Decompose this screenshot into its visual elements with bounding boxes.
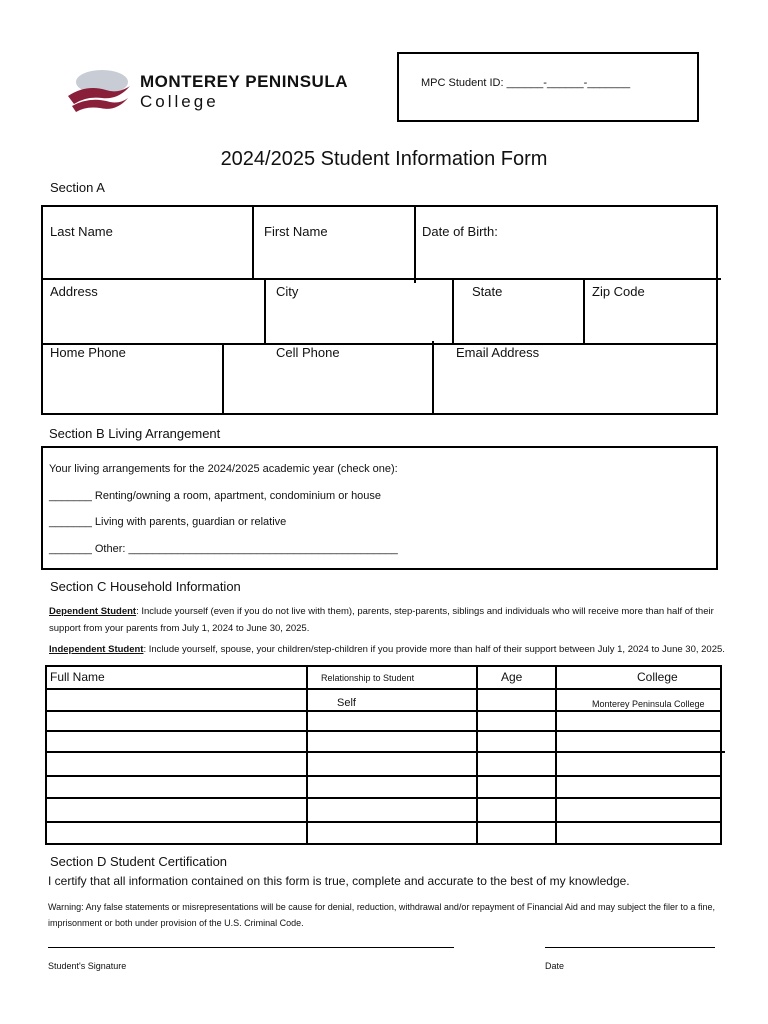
section-d-heading: Section D Student Certification: [50, 854, 228, 869]
option-living-with-parents[interactable]: _______ Living with parents, guardian or relative: [49, 516, 287, 528]
cell-phone-field[interactable]: Cell Phone: [276, 345, 340, 360]
college-subtitle: College: [140, 92, 219, 111]
household-table: [45, 665, 722, 845]
column-header-age: Age: [501, 670, 523, 684]
last-name-field[interactable]: Last Name: [50, 224, 113, 239]
section-c-heading: Section C Household Information: [50, 579, 241, 594]
state-field[interactable]: State: [472, 284, 503, 299]
relationship-self: Self: [337, 697, 356, 709]
city-field[interactable]: City: [276, 284, 299, 299]
column-header-full-name: Full Name: [50, 670, 105, 684]
home-phone-field[interactable]: Home Phone: [50, 345, 126, 360]
student-id-field[interactable]: MPC Student ID: ______-______-_______: [421, 77, 631, 89]
option-renting[interactable]: _______ Renting/owning a room, apartment, condominium or house: [49, 490, 382, 502]
independent-student-text: : Include yourself, spouse, your children/step-children if you provide more than half of their support between July 1, 2024 to June 30, 2025.: [143, 644, 725, 655]
section-a-table: [41, 205, 718, 415]
independent-student-label: Independent Student: [49, 644, 144, 655]
dependent-student-label: Dependent Student: [49, 606, 137, 617]
living-arrangement-prompt: Your living arrangements for the 2024/2025 academic year (check one):: [49, 463, 398, 475]
first-name-field[interactable]: First Name: [264, 224, 328, 239]
option-other[interactable]: _______ Other: ____________________________________________: [49, 543, 398, 555]
college-mpc: Monterey Peninsula College: [592, 699, 705, 709]
form-title: 2024/2025 Student Information Form: [220, 148, 548, 170]
zip-code-field[interactable]: Zip Code: [592, 284, 645, 299]
date-label: Date: [545, 961, 565, 971]
section-a-heading: Section A: [50, 180, 105, 195]
signature-label: Student's Signature: [48, 961, 127, 971]
college-name: MONTEREY PENINSULA: [140, 72, 348, 91]
column-header-college: College: [637, 670, 678, 684]
email-address-field[interactable]: Email Address: [456, 345, 540, 360]
address-field[interactable]: Address: [50, 284, 98, 299]
section-b-heading: Section B Living Arrangement: [49, 426, 221, 441]
college-logo-icon: [66, 66, 132, 116]
dependent-student-note: [49, 603, 721, 637]
column-header-relationship: Relationship to Student: [321, 673, 415, 683]
warning-text: Warning: Any false statements or misrepresentations will be cause for denial, reduction, withdrawal and/or repayment of Financial Aid and may subject the filer to a fine, imprisonment or both under provision of the U.S. Criminal Code.: [48, 902, 716, 928]
independent-student-note: [49, 641, 739, 658]
date-of-birth-field[interactable]: Date of Birth:: [422, 224, 498, 239]
dependent-student-text: : Include yourself (even if you do not live with them), parents, step-parents, siblings and individuals who will receive more than half of their support from your parents from July 1, 2024 to June 30, 2025.: [49, 606, 714, 634]
date-line[interactable]: [545, 947, 715, 948]
certification-statement: I certify that all information contained on this form is true, complete and accurate to the best of my knowledge.: [48, 874, 630, 888]
signature-line[interactable]: [48, 947, 454, 948]
